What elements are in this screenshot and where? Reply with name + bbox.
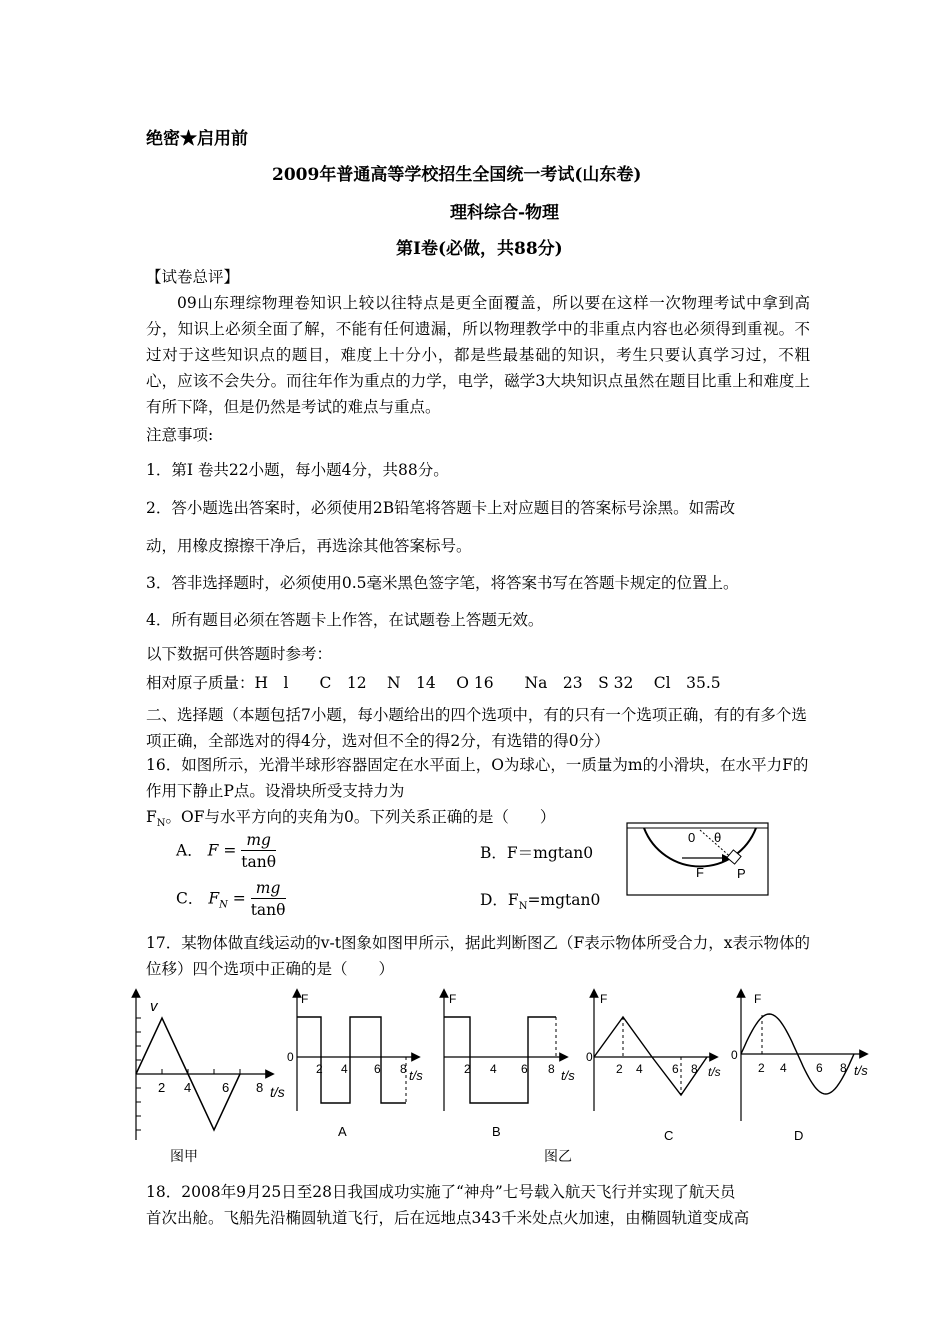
f-label: F	[600, 992, 608, 1006]
tick-8: 8	[840, 1061, 847, 1075]
hemisphere-figure	[626, 822, 771, 897]
t-label: t/s	[561, 1068, 575, 1083]
tick-4: 4	[636, 1062, 643, 1076]
zero-label: 0	[731, 1048, 738, 1062]
q16-option-d: D．$F_N=mgtan0$	[480, 891, 601, 913]
note-item: 动，用橡皮擦擦干净后，再选涂其他答案标号。	[146, 537, 472, 555]
q18-line1: 18．2008年9月25日至28日我国成功实施了“神舟”七号载入航天飞行并实现了航天员	[146, 1183, 736, 1201]
tick-6: 6	[816, 1061, 823, 1075]
note-item: 3．答非选择题时，必须使用0.5毫米黑色签字笔，将答案书写在答题卡规定的位置上。	[146, 574, 739, 592]
graph-jia	[136, 993, 285, 1164]
v-label: v	[150, 998, 158, 1015]
tick-2: 2	[616, 1062, 623, 1076]
subject-title: 理科综合-物理	[450, 203, 560, 223]
t-label: t/s	[854, 1063, 868, 1078]
f-label: F	[696, 865, 704, 880]
confidential-mark: 绝密★启用前	[146, 129, 248, 149]
option-a-label: A	[338, 1124, 347, 1139]
graph-c	[586, 992, 721, 1143]
tick-6: 6	[521, 1062, 528, 1076]
dashed-guides	[470, 1017, 556, 1103]
q17-graphs	[124, 985, 880, 1165]
tick-4: 4	[780, 1061, 787, 1075]
t-label: t/s	[270, 1084, 285, 1100]
graph-b	[444, 992, 575, 1139]
graph-d	[731, 992, 868, 1143]
t-label: t/s	[409, 1068, 423, 1083]
section-title: 二、选择题（本题包括7小题，每小题给出的四个选项中，有的只有一个选项正确，有的有多个选项正确，全部选对的得4分，选对但不全的得2分，有选错的得0分）	[146, 706, 807, 750]
q16-option-b: B．F＝mgtan0	[480, 844, 594, 862]
hemisphere-bowl	[644, 828, 756, 866]
f-t-line	[594, 1017, 707, 1095]
volume-title: 第Ⅰ卷(必做，共88分)	[396, 239, 563, 259]
zero-label: 0	[586, 1050, 593, 1064]
dashed-guides	[321, 1057, 406, 1103]
data-intro: 以下数据可供答题时参考：	[146, 645, 333, 663]
q16-stem: 16．如图所示，光滑半球形容器固定在水平面上，O为球心，一质量为m的小滑块，在水平力F的作用下静止P点。设滑块所受支持力为$F_N$。OF与水平方向的夹角为0。下列关系正确的是（ ）	[146, 756, 809, 830]
tick-6: 6	[374, 1062, 381, 1076]
tick-2: 2	[158, 1080, 166, 1095]
q17-stem: 17．某物体做直线运动的v-t图象如图甲所示，据此判断图乙（F表示物体所受合力，x表示物体的位移）四个选项中正确的是（ ）	[146, 934, 810, 978]
tick-2: 2	[316, 1062, 323, 1076]
fig-jia-label: 图甲	[170, 1148, 198, 1164]
tick-4: 4	[490, 1062, 497, 1076]
option-b-label: B	[492, 1124, 501, 1139]
graph-a	[287, 992, 423, 1139]
tick-8: 8	[400, 1062, 407, 1076]
o-label: 0	[688, 830, 696, 845]
q16-option-a: A． F = $\frac{mg}{\tan\theta}$	[176, 831, 277, 871]
t-label: t/s	[708, 1065, 721, 1079]
p-label: P	[737, 866, 746, 881]
tick-6: 6	[222, 1080, 230, 1095]
f-label: F	[301, 992, 309, 1006]
exam-title: 2009年普通高等学校招生全国统一考试(山东卷)	[272, 165, 642, 185]
option-c-label: C	[664, 1128, 674, 1143]
q16-option-c: C． $F_N$ = $\frac{mg}{\tan\theta}$	[176, 879, 286, 919]
q18-line2: 首次出舱。飞船先沿椭圆轨道飞行，后在远地点343千米处点火加速，由椭圆轨道变成高	[146, 1209, 750, 1227]
tick-8: 8	[256, 1080, 264, 1095]
note-item: 2．答小题选出答案时，必须使用2B铅笔将答题卡上对应题目的答案标号涂黑。如需改	[146, 499, 736, 517]
option-d-label: D	[794, 1128, 804, 1143]
tick-8: 8	[691, 1062, 698, 1076]
notes-heading: 注意事项:	[146, 426, 214, 444]
note-item: 4．所有题目必须在答题卡上作答，在试题卷上答题无效。	[146, 611, 544, 629]
x-ticks	[162, 1069, 240, 1074]
note-item: 1．第I 卷共22小题，每小题4分，共88分。	[146, 461, 449, 479]
tick-4: 4	[341, 1062, 348, 1076]
review-body: 09山东理综物理卷知识上较以往特点是更全面覆盖，所以要在这样一次物理考试中拿到高分，知识上必须全面了解，不能有任何遗漏，所以物理教学中的非重点内容也必须得到重视。不过对于这些知识点的题目，难度上十分小，都是些最基础的知识，考生只要认真学习过，不粗心，应该不会失分。而往年作为重点的力学，电学，磁学3大块知识点虽然在题目比重上和难度上有所下降，但是仍然是考试的难点与重点。	[146, 294, 810, 416]
review-heading: 【试卷总评】	[146, 268, 240, 286]
tick-4: 4	[184, 1080, 192, 1095]
tick-6: 6	[672, 1062, 679, 1076]
f-label: F	[449, 992, 457, 1006]
theta-label: θ	[714, 830, 722, 845]
tick-2: 2	[464, 1062, 471, 1076]
atomic-masses: 相对原子质量：H l C 12 N 14 O 16 Na 23 S 32 Cl 35.5	[146, 674, 721, 692]
f-t-line	[444, 1017, 556, 1103]
f-t-line	[297, 1017, 406, 1103]
f-label: F	[754, 992, 762, 1006]
zero-label: 0	[287, 1050, 294, 1064]
fig-yi-label: 图乙	[544, 1148, 572, 1164]
figure-frame	[627, 823, 768, 895]
tick-2: 2	[758, 1061, 765, 1075]
tick-8: 8	[548, 1062, 555, 1076]
